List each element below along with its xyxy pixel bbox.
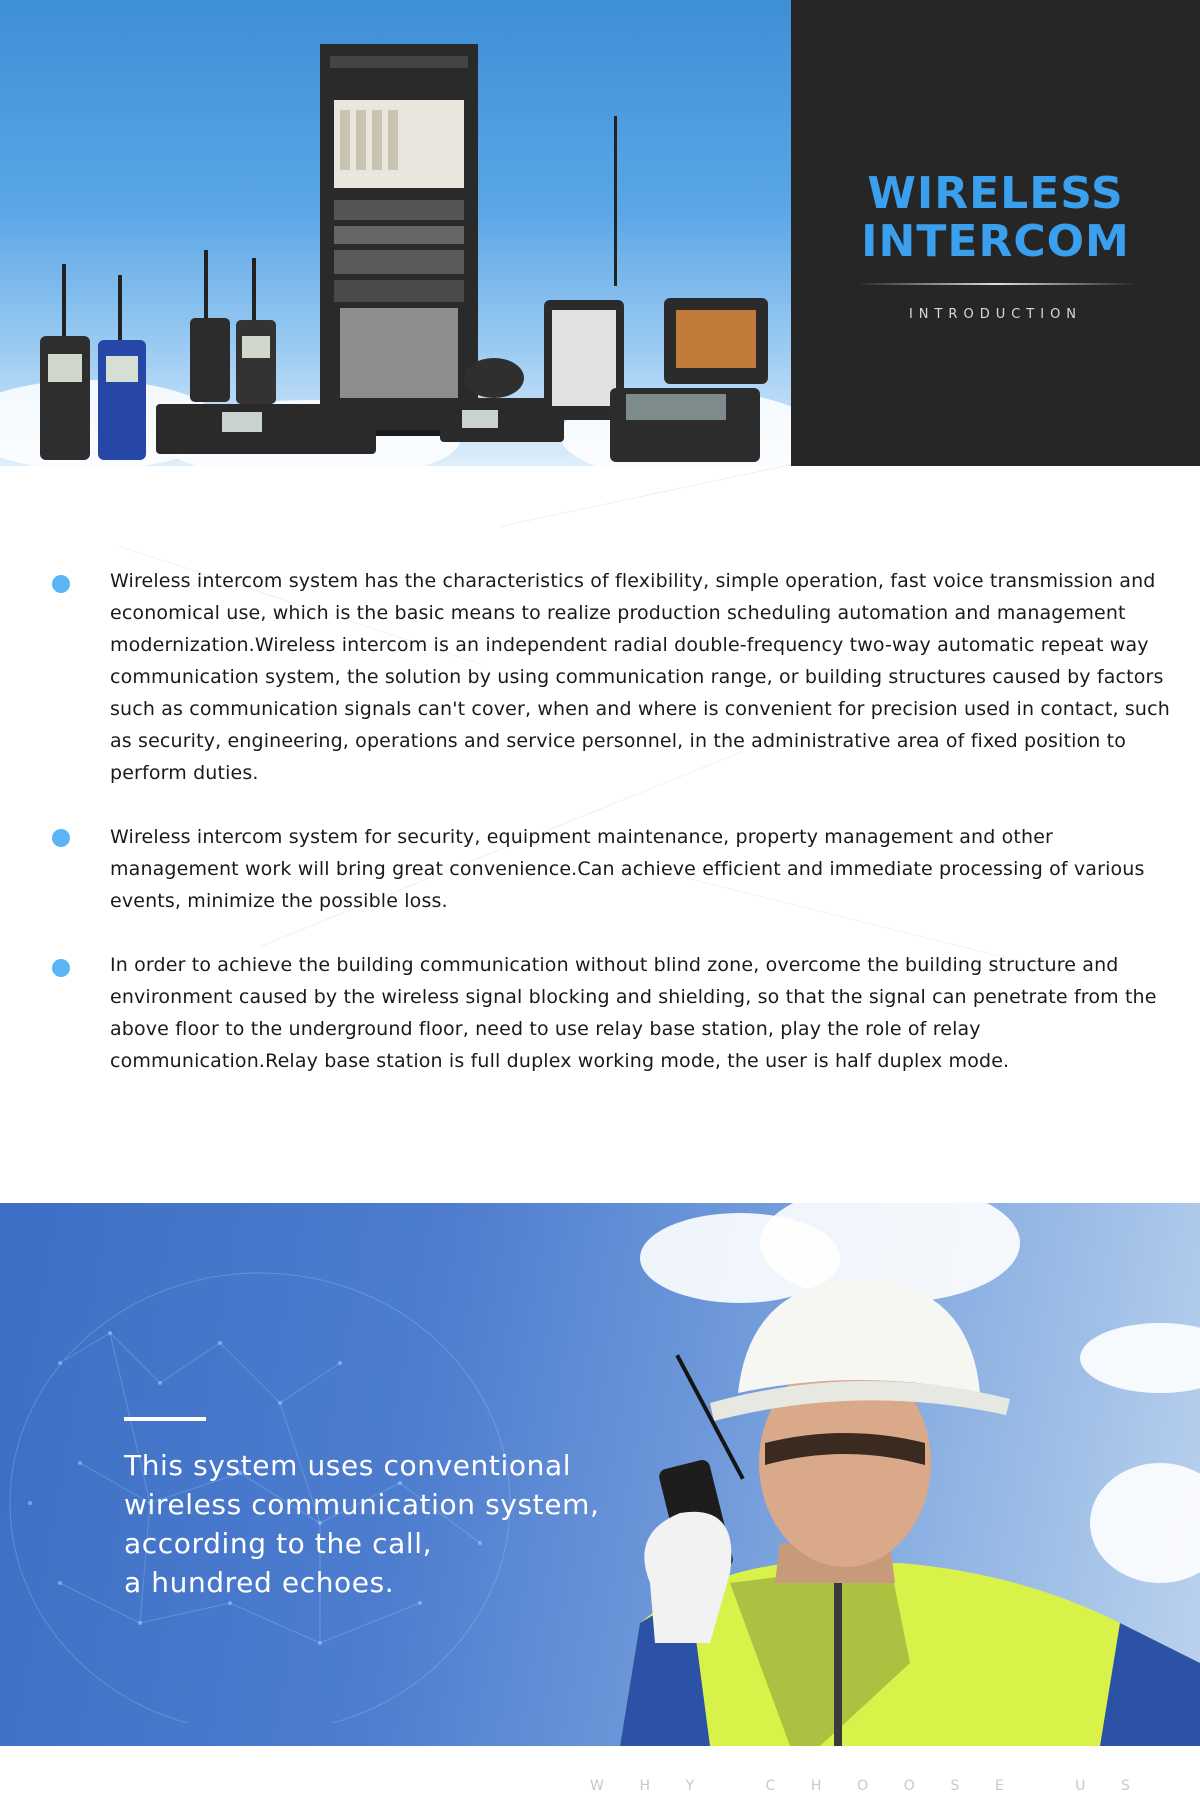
bullet-icon	[52, 959, 70, 977]
heading-letter: U	[1075, 1778, 1086, 1794]
worker-banner	[0, 1203, 1200, 1746]
tagline-line: a hundred echoes.	[124, 1566, 395, 1599]
rugged-laptop-icon	[610, 298, 768, 462]
bullet-icon	[52, 575, 70, 593]
bullet-icon	[52, 829, 70, 847]
tagline-line: This system uses conventional	[124, 1449, 572, 1482]
title-line-1: WIRELESS	[867, 168, 1124, 219]
page-title	[791, 170, 1200, 266]
paragraph-2: Wireless intercom system for security, equipment maintenance, property management and other management work will bring great convenience.Can achieve efficient and immediate processing of various events, minimize the possible loss.	[110, 826, 1145, 912]
why-choose-us-section	[0, 1746, 1200, 1819]
paragraph-1: Wireless intercom system has the characteristics of flexibility, simple operation, fast voice transmission and economical use, which is the basic means to realize production scheduling automation and management modernization.Wireless intercom is an independent radial double-frequency two-way automatic repeat way communication system, the solution by using communication range, or building structures caused by factors such as communication signals can't cover, when and where is convenient for precision used in contact, such as security, engineering, operations and service personnel, in the administrative area of fixed position to perform duties.	[110, 570, 1170, 784]
title-line-2: INTERCOM	[861, 216, 1130, 267]
repeater-icon	[544, 116, 624, 420]
title-divider	[857, 283, 1137, 285]
hero-section	[0, 0, 1200, 466]
heading-letter: C	[765, 1778, 776, 1794]
banner-accent-line	[124, 1417, 206, 1421]
tagline-line: according to the call,	[124, 1527, 433, 1560]
heading-letter: O	[903, 1778, 915, 1794]
heading-letter: S	[950, 1778, 960, 1794]
rack-cabinet-icon	[320, 44, 478, 436]
radio-equipment-image	[0, 0, 791, 466]
heading-letter: W	[590, 1778, 604, 1794]
heading-letter: H	[810, 1778, 822, 1794]
worker-with-radio-image	[560, 1243, 1200, 1746]
page-subtitle: INTRODUCTION	[908, 307, 1083, 322]
paragraph-3: In order to achieve the building communication without blind zone, overcome the building structure and environment caused by the wireless signal blocking and shielding, so that the signal can penetrate from the above floor to the underground floor, need to use relay base station, play the role of relay communication.Relay base station is full duplex working mode, the user is half duplex mode.	[110, 954, 1157, 1072]
heading-letter: E	[994, 1778, 1004, 1794]
hero-title-panel	[791, 0, 1200, 466]
heading-letter: Y	[685, 1778, 695, 1794]
tagline-line: wireless communication system,	[124, 1488, 600, 1521]
introduction-section	[0, 466, 1200, 1203]
heading-letter: S	[1121, 1778, 1130, 1794]
banner-tagline	[124, 1446, 644, 1602]
why-choose-us-heading	[590, 1778, 1130, 1794]
heading-letter: O	[857, 1778, 869, 1794]
heading-letter: H	[639, 1778, 651, 1794]
